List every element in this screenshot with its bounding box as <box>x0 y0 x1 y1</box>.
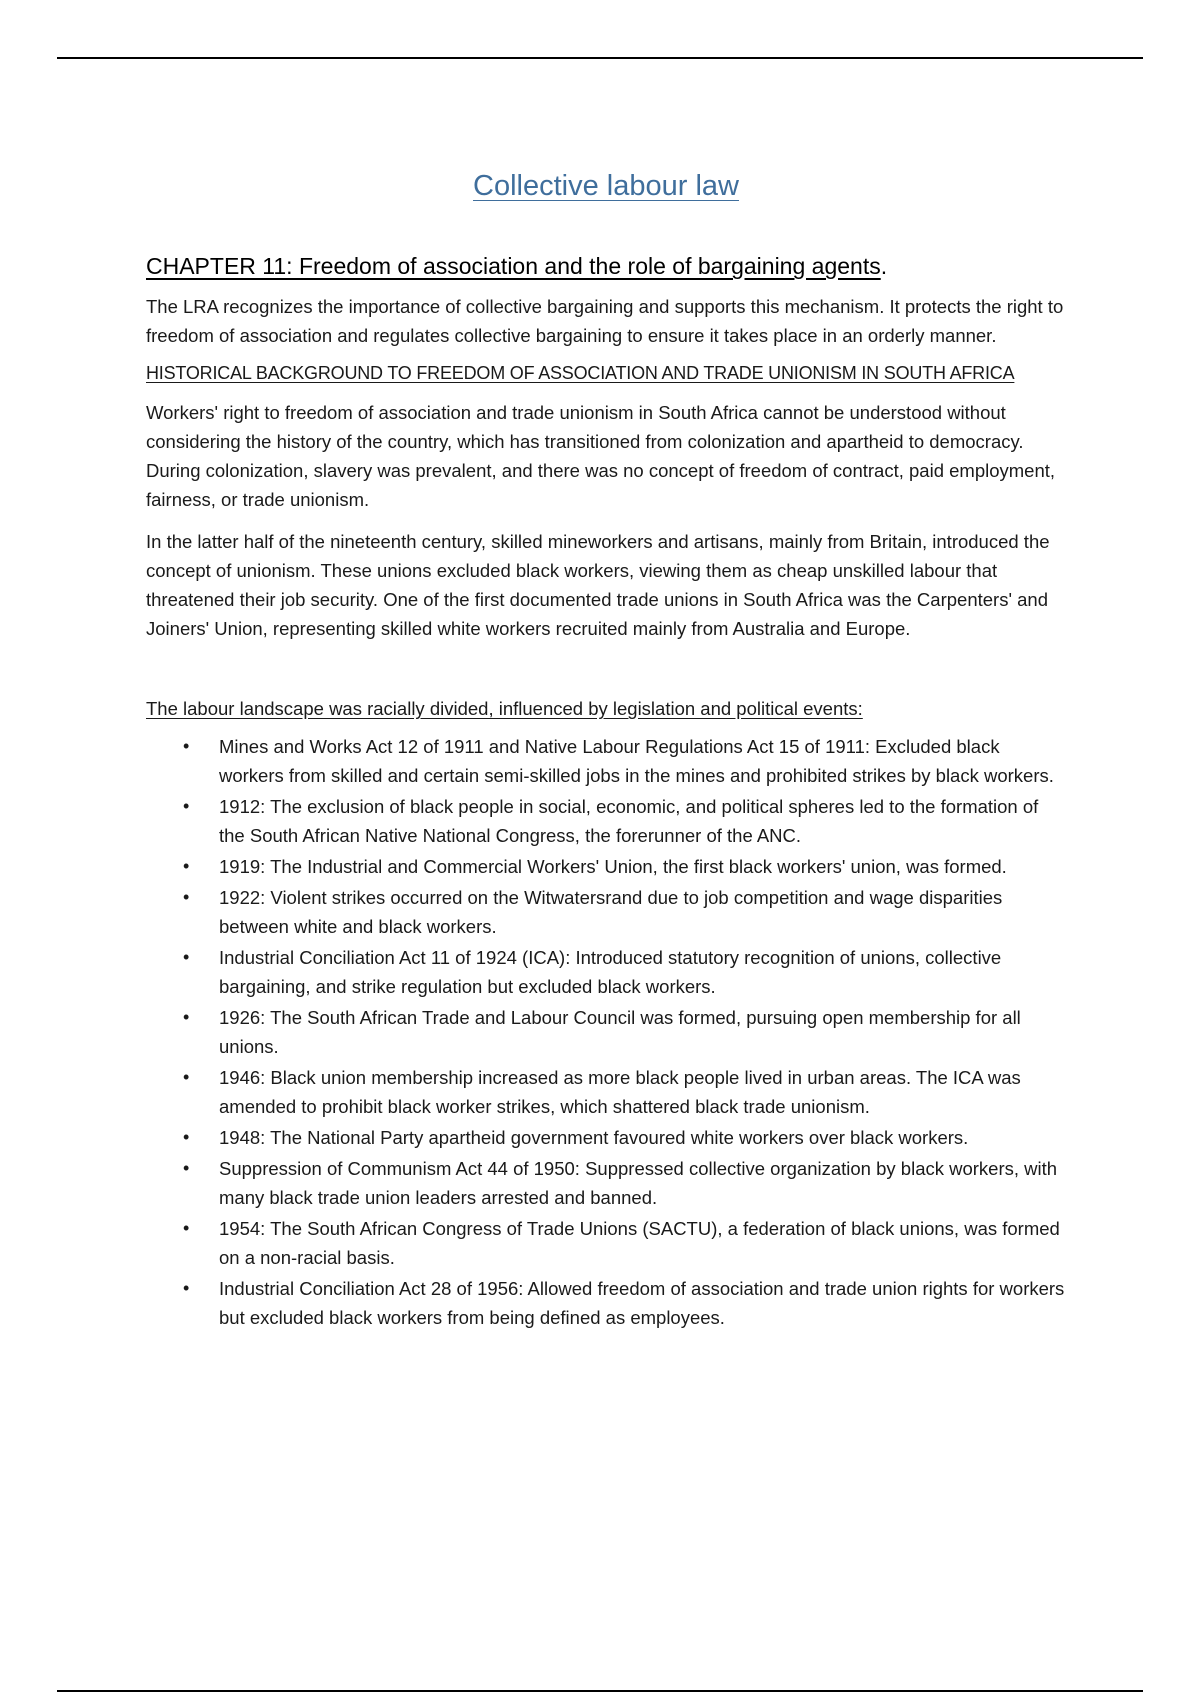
bullet-icon: • <box>183 947 190 967</box>
bullet-icon: • <box>183 796 190 816</box>
list-item <box>146 943 1066 1001</box>
bullet-icon: • <box>183 1007 190 1027</box>
list-item <box>146 1154 1066 1212</box>
bullet-icon: • <box>183 1218 190 1238</box>
list-item <box>146 1214 1066 1272</box>
spacer <box>146 656 1066 698</box>
list-item <box>146 792 1066 850</box>
bullet-icon: • <box>183 856 190 876</box>
list-item-text: 1926: The South African Trade and Labour Council was formed, pursuing open membership for all unions. <box>219 1007 1021 1057</box>
bullet-icon: • <box>183 1127 190 1147</box>
header-rule <box>57 57 1143 59</box>
list-item <box>146 1063 1066 1121</box>
list-item-text: 1919: The Industrial and Commercial Workers' Union, the first black workers' union, was formed. <box>219 856 1007 877</box>
document-title: Collective labour law <box>473 170 739 202</box>
list-item-text: 1922: Violent strikes occurred on the Witwatersrand due to job competition and wage disparities between white and black workers. <box>219 887 1003 937</box>
list-item <box>146 852 1066 881</box>
bullet-icon: • <box>183 1278 190 1298</box>
section-heading: HISTORICAL BACKGROUND TO FREEDOM OF ASSOCIATION AND TRADE UNIONISM IN SOUTH AFRICA <box>146 363 1015 383</box>
list-item-text: 1946: Black union membership increased as more black people lived in urban areas. The ICA was amended to prohibit black worker strikes, which shattered black trade unionism. <box>219 1067 1021 1117</box>
intro-paragraph: The LRA recognizes the importance of collective bargaining and supports this mechanism. It protects the right to freedom of association and regulates collective bargaining to ensure it takes place in an orderly manner. <box>146 296 1064 346</box>
list-item-text: Suppression of Communism Act 44 of 1950: Suppressed collective organization by black workers, with many black trade union leaders arrested and banned. <box>219 1158 1058 1208</box>
list-item-text: 1954: The South African Congress of Trade Unions (SACTU), a federation of black unions, was formed on a non-racial basis. <box>219 1218 1060 1268</box>
body-paragraph: In the latter half of the nineteenth century, skilled mineworkers and artisans, mainly from Britain, introduced the concept of unionism. These unions excluded black workers, viewing them as cheap unskilled labour that threatened their job security. One of the first documented trade unions in South Africa was the Carpenters' and Joiners' Union, representing skilled white workers recruited mainly from Australia and Europe. <box>146 531 1050 639</box>
list-item-text: 1912: The exclusion of black people in social, economic, and political spheres led to the formation of the South African Native National Congress, the forerunner of the ANC. <box>219 796 1039 846</box>
list-item <box>146 732 1066 790</box>
bullet-icon: • <box>183 1158 190 1178</box>
list-item-text: Mines and Works Act 12 of 1911 and Native Labour Regulations Act 15 of 1911: Excluded black workers from skilled and certain semi-skilled jobs in the mines and prohibited strikes by black workers. <box>219 736 1054 786</box>
body-paragraph: Workers' right to freedom of association and trade unionism in South Africa cannot be understood without considering the history of the country, which has transitioned from colonization and apartheid to democracy. During colonization, slavery was prevalent, and there was no concept of freedom of contract, paid employment, fairness, or trade unionism. <box>146 402 1056 510</box>
bullet-icon: • <box>183 1067 190 1087</box>
chapter-heading-text: CHAPTER 11: Freedom of association and the role of bargaining agents <box>146 253 881 279</box>
document-body <box>146 170 1066 1334</box>
list-item <box>146 1274 1066 1332</box>
list-item-text: 1948: The National Party apartheid government favoured white workers over black workers. <box>219 1127 969 1148</box>
list-item <box>146 883 1066 941</box>
bullet-icon: • <box>183 887 190 907</box>
list-item <box>146 1003 1066 1061</box>
list-item-text: Industrial Conciliation Act 11 of 1924 (ICA): Introduced statutory recognition of unions, collective bargaining, and strike regulation but excluded black workers. <box>219 947 1002 997</box>
footer-rule <box>57 1690 1143 1692</box>
chapter-heading <box>146 253 1066 280</box>
list-item-text: Industrial Conciliation Act 28 of 1956: Allowed freedom of association and trade union rights for workers but excluded black workers from being defined as employees. <box>219 1278 1065 1328</box>
list-item <box>146 1123 1066 1152</box>
chapter-heading-suffix: . <box>880 253 888 279</box>
list-intro: The labour landscape was racially divided, influenced by legislation and political events: <box>146 698 863 719</box>
events-list <box>146 732 1066 1332</box>
bullet-icon: • <box>183 736 190 756</box>
